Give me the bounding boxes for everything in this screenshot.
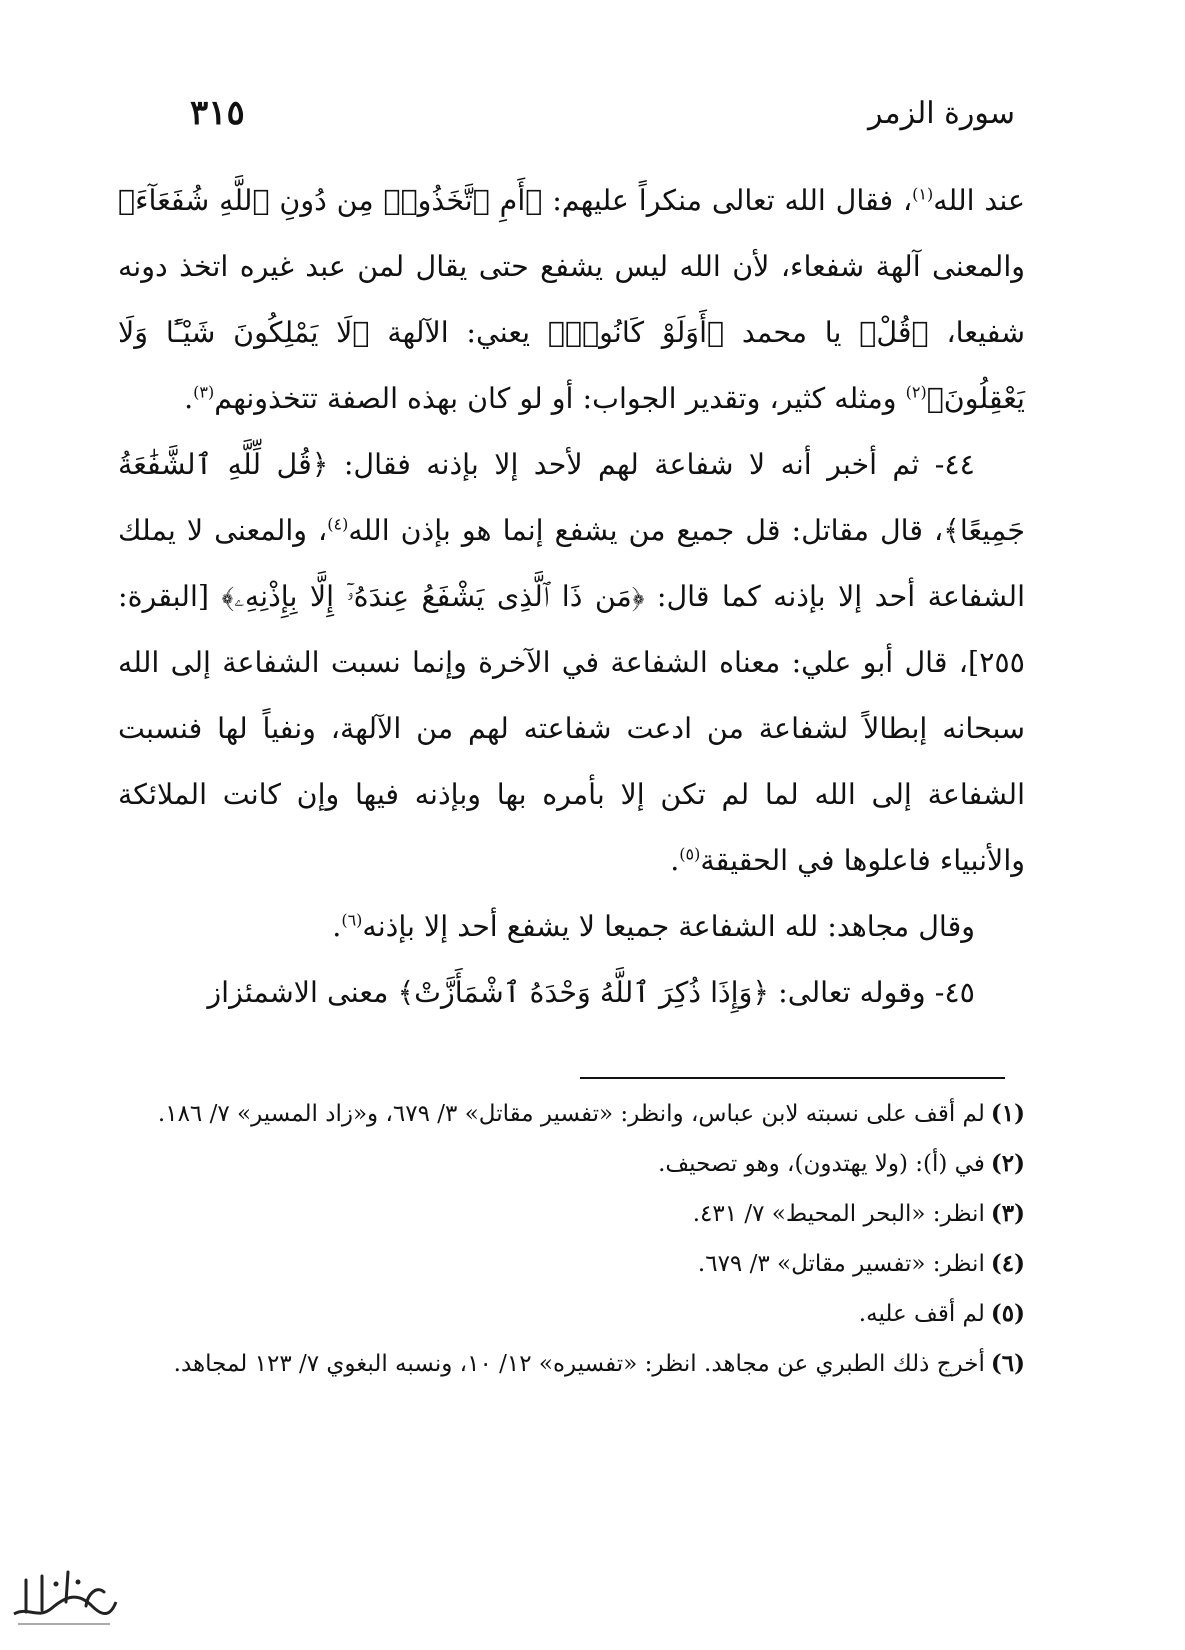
text-segment: ، والمعنى لا يملك الشفاعة أحد إلا بإذنه كما قال: xyxy=(118,514,1025,613)
footnote-1 xyxy=(118,1092,1025,1136)
surah-title: سورة الزمر xyxy=(867,95,1015,131)
footnote-6 xyxy=(118,1342,1025,1386)
footnote-number: (٦) xyxy=(990,1350,1025,1377)
calligraphy-logo xyxy=(8,1562,120,1630)
text-segment: . xyxy=(332,910,342,943)
footnote-text: لم أقف عليه. xyxy=(858,1301,985,1327)
quran-quote: ﴿أَوَلَوْ كَانُوا۟﴾ xyxy=(547,316,725,349)
text-segment: . xyxy=(670,844,680,877)
footnote-number: (٤) xyxy=(990,1250,1025,1277)
footnote-ref-3: (٣) xyxy=(193,382,215,402)
text-segment: . xyxy=(184,382,194,415)
footnote-2 xyxy=(118,1142,1025,1186)
main-text xyxy=(118,168,1025,1026)
footnote-text: في (أ): (ولا يهتدون)، وهو تصحيف. xyxy=(658,1151,985,1177)
text-segment: ، قال مقاتل: قل جميع من يشفع إنما هو بإذن الله xyxy=(348,514,944,547)
text-segment: [البقرة: ٢٥٥]، قال أبو علي: معناه الشفاعة في الآخرة وإنما نسبت الشفاعة إلى الله سبحانه إبطالاً لشفاعة من ادعت شفاعته لهم من الآلهة، ونفياً لها فنسبت الشفاعة إلى الله لما لم تكن إلا بأمره بها وبإذنه فيها وإن كانت الملائكة والأنبياء فاعلوها في الحقيقة xyxy=(118,580,1025,877)
footnote-ref-5: (٥) xyxy=(679,844,701,864)
footnote-number: (١) xyxy=(990,1100,1025,1127)
footnote-ref-4: (٤) xyxy=(327,514,349,534)
footnote-number: (٢) xyxy=(990,1150,1025,1177)
text-segment: والمعنى آلهة شفعاء، لأن الله ليس يشفع حتى يقال لمن عبد غيره اتخذ دونه شفيعا، xyxy=(118,250,1025,349)
text-segment: ٤٤- ثم أخبر أنه لا شفاعة لهم لأحد إلا بإذنه فقال: xyxy=(328,448,975,481)
text-segment: وقال مجاهد: لله الشفاعة جميعا لا يشفع أحد إلا بإذنه xyxy=(362,910,975,943)
paragraph-3 xyxy=(118,894,1025,960)
paragraph-1 xyxy=(118,168,1025,432)
footnote-ref-6: (٦) xyxy=(341,910,363,930)
page-header xyxy=(190,88,1015,138)
footnote-4 xyxy=(118,1242,1025,1286)
text-segment: ومثله كثير، وتقدير الجواب: أو لو كان بهذه الصفة تتخذونهم xyxy=(214,382,906,415)
text-segment: ، فقال الله تعالى منكراً عليهم: xyxy=(542,184,913,217)
paragraph-4 xyxy=(118,960,1025,1026)
quran-quote: ﴿أَمِ ٱتَّخَذُوا۟ مِن دُونِ ٱللَّهِ شُفَعَآءَ﴾ xyxy=(118,184,543,217)
page-number: ٣١٥ xyxy=(190,93,245,133)
text-segment: عند الله xyxy=(933,184,1025,217)
footnote-text: انظر: «البحر المحيط» ٧/ ٤٣١. xyxy=(692,1201,985,1227)
quran-quote: ﴿مَن ذَا ٱلَّذِى يَشْفَعُ عِندَهُۥٓ إِلَّا بِإِذْنِهِۦ﴾ xyxy=(221,580,645,613)
footnote-text: أخرج ذلك الطبري عن مجاهد. انظر: «تفسيره» ١٢/ ١٠، ونسبه البغوي ٧/ ١٢٣ لمجاهد. xyxy=(173,1351,985,1377)
footnote-text: لم أقف على نسبته لابن عباس، وانظر: «تفسير مقاتل» ٣/ ٦٧٩، و«زاد المسير» ٧/ ١٨٦. xyxy=(157,1101,985,1127)
footnote-ref-1: (١) xyxy=(912,184,934,204)
quran-quote: ﴿قُلْ﴾ xyxy=(859,316,929,349)
text-segment: معنى الاشمئزاز xyxy=(207,976,398,1009)
footnotes xyxy=(118,1092,1025,1392)
footnote-number: (٥) xyxy=(990,1300,1025,1327)
text-segment: يا محمد xyxy=(724,316,860,349)
footnote-5 xyxy=(118,1292,1025,1336)
text-segment: يعني: الآلهة xyxy=(369,316,548,349)
footnote-3 xyxy=(118,1192,1025,1236)
footnote-divider xyxy=(580,1077,1005,1079)
quran-quote: ﴿وَإِذَا ذُكِرَ ٱللَّهُ وَحْدَهُ ٱشْمَأَزَّتْ﴾ xyxy=(397,976,770,1009)
quran-quote: ﴿لَا يَمْلِكُونَ شَيْـًٔا وَلَا يَعْقِلُونَ﴾ xyxy=(118,316,1025,415)
quran-quote: ﴿قُل لِّلَّهِ ٱلشَّفَٰعَةُ جَمِيعًا﴾ xyxy=(118,448,1025,547)
footnote-text: انظر: «تفسير مقاتل» ٣/ ٦٧٩. xyxy=(697,1251,985,1277)
footnote-ref-2: (٢) xyxy=(905,382,927,402)
footnote-number: (٣) xyxy=(990,1200,1025,1227)
text-segment: ٤٥- وقوله تعالى: xyxy=(769,976,975,1009)
paragraph-2 xyxy=(118,432,1025,894)
